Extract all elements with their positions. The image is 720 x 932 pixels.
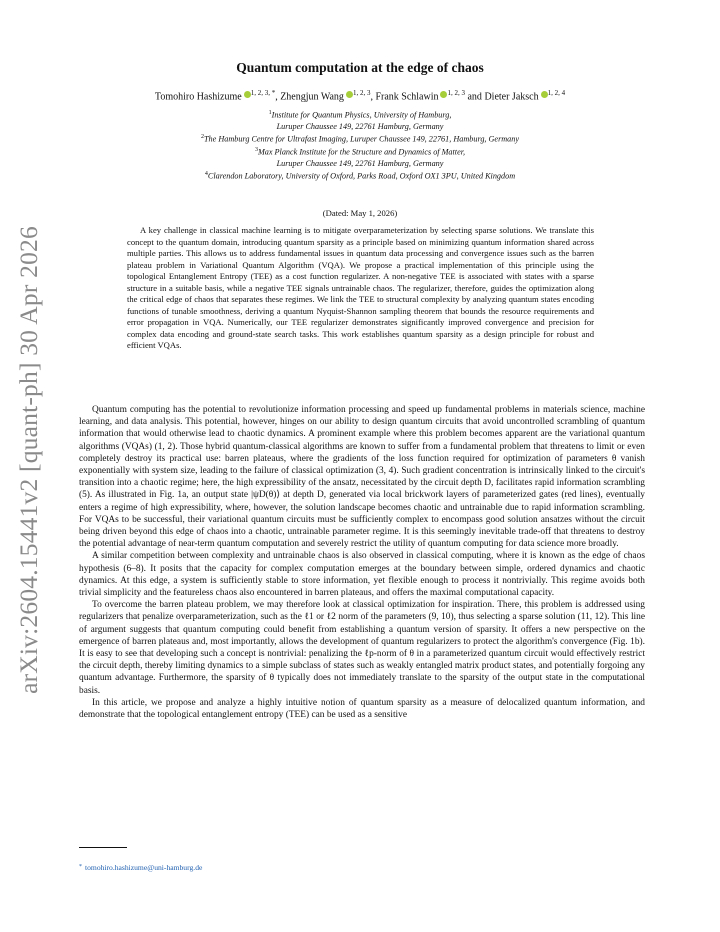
affiliations	[60, 108, 660, 182]
affiliation-text: Luruper Chaussee 149, 22761 Hamburg, Germany	[276, 159, 444, 169]
author-name: Dieter Jaksch	[484, 91, 539, 103]
paper-title: Quantum computation at the edge of chaos	[236, 60, 484, 75]
body-paragraph: Quantum computing has the potential to revolutionize information processing and speed up fundamental problems in materials science, machine learning, and data analysis. This potential, however, hinges on our ability to design quantum circuits that avoid uncontrolled scrambling of quantum information that would otherwise lead to chaotic dynamics. A prominent example where this problem becomes apparent are the variational quantum algorithms (VQAs) (1, 2). Those hybrid quantum-classical algorithms are known to suffer from a fundamental problem that threatens to limit or even completely destroy its practical use: barren plateaus, where the gradients of the loss function required for optimization of parameters θ vanish exponentially with system size, leading to the failure of classical optimization (3, 4). Such gradient concentration is intrinsically linked to the circuit's transition into a chaotic regime; here, the high expressibility of the ansatz, necessitated by the circuit depth D, facilitates rapid information scrambling (5). As illustrated in Fig. 1a, an output state |ψD(θ)⟩ at depth D, generated via local brickwork layers of parameterized gates (red lines), eventually enters a regime of high expressibility, where, however, the solution landscape becomes chaotic and untrainable due to rapid information scrambling. For VQAs to be successful, their variational quantum circuits must be sufficiently complex to encompass good solution ansatzes without the circuit being driven beyond this edge of chaos into a chaotic, untrainable parameter regime. It is this seemingly inevitable trade-off that threatens to destroy the potential advantage of near-term quantum computation and severely restrict the utility of quantum computing for data science more broadly.	[79, 405, 645, 550]
orcid-icon[interactable]	[541, 91, 548, 98]
author-affiliation-marks: 1, 2, 4	[547, 89, 566, 97]
affiliation-line	[60, 169, 660, 182]
affiliation-line	[60, 158, 660, 169]
author-separator: ,	[275, 91, 281, 103]
author-affiliation-marks: 1, 2, 3	[352, 89, 371, 97]
dated-line: (Dated: May 1, 2026)	[322, 208, 398, 218]
body-text	[79, 404, 645, 721]
affiliation-text: Clarendon Laboratory, University of Oxford, Parks Road, Oxford OX1 3PU, United Kingdom	[207, 171, 516, 181]
affiliation-number: 3	[254, 147, 258, 154]
body-paragraph: A similar competition between complexity and untrainable chaos is also observed in classical computing, where it is known as the edge of chaos hypothesis (6–8). It posits that the capacity for complex computation emerges at the boundary between simple, ordered dynamics and chaotic dynamics. At this edge, a system is sufficiently stable to store information, yet flexible enough to process it nontrivially. This regime avoids both trivial simplicity and the featureless chaos also encountered in barren plateaus, and offers the maximal computational capacity.	[79, 551, 645, 599]
author-list	[60, 89, 660, 102]
affiliation-text: The Hamburg Centre for Ultrafast Imaging, Luruper Chaussee 149, 22761, Hamburg, Germany	[204, 134, 519, 144]
corresponding-email-link[interactable]: tomohiro.hashizume@uni-hamburg.de	[85, 863, 203, 872]
orcid-icon[interactable]	[244, 91, 251, 98]
author-name: Frank Schlawin	[375, 91, 439, 103]
affiliation-number: 1	[268, 110, 272, 116]
affiliation-line	[60, 132, 660, 145]
affiliation-line	[60, 121, 660, 132]
affiliation-text: Max Planck Institute for the Structure and Dynamics of Matter,	[257, 147, 466, 157]
body-paragraph: To overcome the barren plateau problem, we may therefore look at classical optimization for inspiration. There, this problem is addressed using regularizers that penalize overparameterization, such as the ℓ1 or ℓ2 norm of the parameters (9, 10), thus selecting a sparse solution (11, 12). This line of argument suggests that quantum computing could benefit from establishing a quantum version of sparsity. It offers a new perspective on the emergence of barren plateaus and, most importantly, allows the development of quantum regularizers to protect the algorithm's convergence (Fig. 1b). It is easy to see that developing such a concept is nontrivial: penalizing the ℓp-norm of θ in a parameterized quantum circuit would effectively restrict the circuit depth, thereby limiting dynamics to a simple subclass of states such as weakly entangled matrix product states, and potentially forgoing any quantum advantage. Furthermore, the sparsity of θ typically does not immediately translate to the sparsity of the output state in the computational basis.	[79, 600, 645, 696]
arxiv-stamp-text: arXiv:2604.15441v2 [quant-ph] 30 Apr 2026	[14, 226, 44, 694]
footnote	[79, 863, 202, 872]
affiliation-line	[60, 108, 660, 121]
affiliation-number: 4	[204, 171, 208, 178]
footnote-rule	[79, 847, 127, 848]
author-separator: ,	[370, 91, 376, 103]
author-separator: and	[464, 91, 485, 103]
arxiv-identifier-stamp	[6, 180, 52, 740]
affiliation-number: 2	[201, 134, 204, 141]
abstract: A key challenge in classical machine learning is to mitigate overparameterization by selecting sparse solutions. We translate this concept to the quantum domain, introducing quantum sparsity as a principle based on minimizing quantum information shared across multiple parties. This allows us to address fundamental issues in quantum data processing and convergence issues such as the barren plateau problem in Variational Quantum Algorithm (VQA). We propose a practical implementation of this principle using the topological Entanglement Entropy (TEE) as a cost function regularizer. A non-negative TEE is associated with states with a sparse structure in a suitable basis, while a negative TEE signals untrainable chaos. The regularizer, therefore, guides the optimization along the critical edge of chaos that separates these regimes. We link the TEE to structural complexity by analyzing quantum states encoding functions of tunable smoothness, deriving a quantum Nyquist-Shannon sampling theorem that bounds the resource requirements and error propagation in VQA. Numerically, our TEE regularizer demonstrates significantly improved convergence and precision for complex data encoding and ground-state search tasks. This work establishes quantum sparsity as a design principle for robust and efficient VQAs.	[127, 225, 594, 350]
footnote-marker: *	[79, 864, 82, 870]
affiliation-text: Luruper Chaussee 149, 22761 Hamburg, Germany	[276, 121, 444, 131]
author-name: Zhengjun Wang	[280, 91, 344, 103]
affiliation-line	[60, 145, 660, 158]
orcid-icon[interactable]	[346, 91, 353, 98]
affiliation-text: Institute for Quantum Physics, University of Hamburg,	[271, 110, 452, 120]
author-affiliation-marks: 1, 2, 3	[447, 89, 465, 97]
author-affiliation-marks: 1, 2, 3, *	[250, 89, 276, 97]
author-name: Tomohiro Hashizume	[154, 91, 242, 103]
body-paragraph: In this article, we propose and analyze a highly intuitive notion of quantum sparsity as a measure of delocalized quantum information, and demonstrate that the topological entanglement entropy (TEE) can be used as a sensitive	[79, 697, 645, 721]
